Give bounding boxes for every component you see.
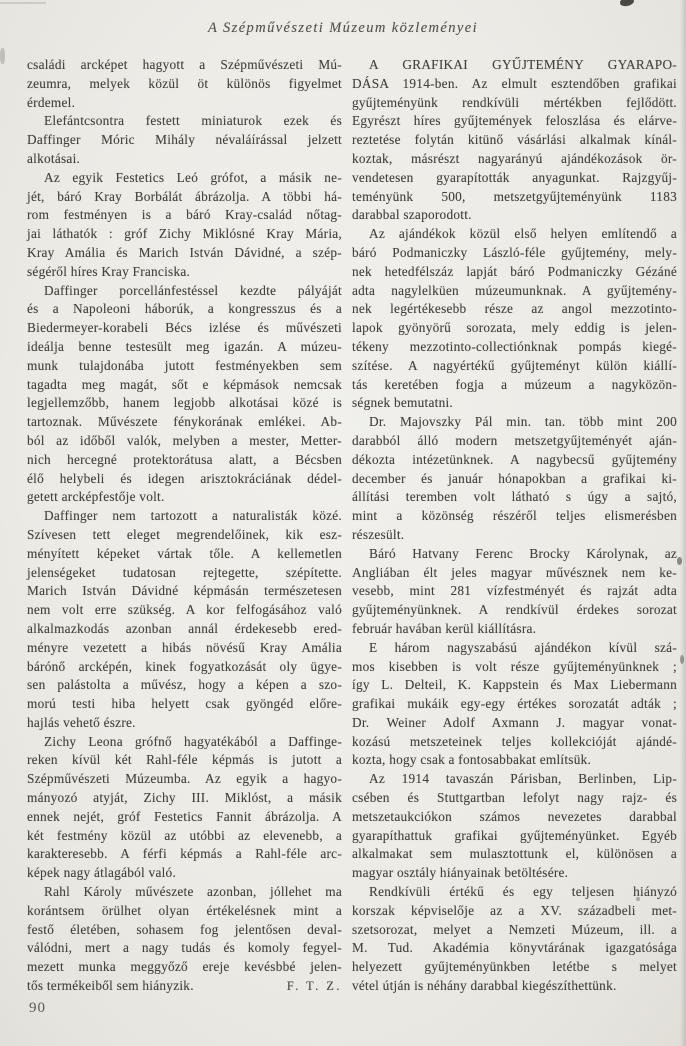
text-line: mint a közönség részéről teljes elismerésben <box>352 508 677 524</box>
text-line: festő életében, sohasem fog jelentősen deval- <box>27 921 342 937</box>
text-line: DÁSA 1914-ben. Az elmult esztendőben grafikai <box>352 75 677 91</box>
text-line: sen palástolta a művész, hogy a képen a szo- <box>27 677 342 693</box>
text-line: Szívesen tett eleget megrendelőinek, kik esz- <box>27 526 342 542</box>
text-line: ményített képeket vártak tőle. A kellemetlen <box>27 545 342 561</box>
text-line: tás keretében fogja a múzeum a nagyközön- <box>352 376 677 392</box>
text-line: részesült. <box>352 526 405 542</box>
text-line: Rendkívüli értékű és egy teljesen hiányzó <box>369 884 677 900</box>
text-line: kozású metszeteinek teljes kollekcióját ajándé- <box>352 733 677 749</box>
text-line: tagadta meg magát, sőt e képmások nemcsak <box>27 376 342 392</box>
text-line: Kray Amália és Marich István Dávidné, a szép- <box>27 244 342 260</box>
text-line: Elefántcsontra festett miniaturok ezek és <box>44 113 342 129</box>
text-line: munk tulajdonába jutott festményekben sem <box>27 357 342 373</box>
text-line: A GRAFIKAI GYŰJTEMÉNY GYARAPO- <box>369 57 677 72</box>
author-initials: F. T. Z. <box>286 979 342 994</box>
text-line: Angliában élt jeles magyar művésznek nem ke- <box>352 564 677 580</box>
text-line: Daffinger porcellánfestéssel kezdte pályáját <box>44 282 342 298</box>
text-line: teményünk 500, metszetgyűjteményünk 1183 <box>352 188 677 204</box>
text-line: állítási teremben volt látható s úgy a sajtó, <box>352 489 677 505</box>
text-line: ségéről híres Kray Franciska. <box>27 263 191 279</box>
text-line: nek legértékesebb része az angol mezzotinto- <box>352 301 677 317</box>
text-line: február havában kerül kiállításra. <box>352 620 537 636</box>
text-line: csében és Stuttgartban lefolyt nagy rajz- és <box>352 790 677 806</box>
text-line: bárónő arcképén, kinek fogyatkozását oly ügye- <box>27 658 342 674</box>
text-line: Daffinger nem tartozott a naturalisták közé. <box>44 508 342 524</box>
text-line: gyűjteményünk rendkívüli mértékben fejlődött. <box>352 94 677 110</box>
text-line: zeumra, melyek közül öt különös figyelmet <box>27 75 342 91</box>
text-line: koztak, másrészt nagyarányú ajándékozások ör- <box>352 150 677 166</box>
text-line: gyűjteményünknek. A rendkívül érdekes sorozat <box>352 602 677 618</box>
text-line: korszak képviselője az a XV. századbeli met- <box>352 902 677 918</box>
text-line: Az 1914 tavaszán Párisban, Berlinben, Lip- <box>369 771 677 787</box>
scan-speck-artifact <box>677 557 682 565</box>
text-line: reken kívül két Rahl-féle képmás is jutott a <box>27 752 342 768</box>
running-head: A Szépművészeti Múzeum közleményei <box>208 20 478 36</box>
text-line: karakteresebb. A férfi képmás a Rahl-féle arc- <box>27 846 342 862</box>
text-line: legjellemzőbb, hanem legjobb alkotásai közé is <box>27 395 342 411</box>
text-column-left <box>27 56 342 996</box>
text-line: Rahl Károly művészete azonban, jóllehet ma <box>44 884 342 900</box>
text-column-right <box>352 56 677 996</box>
text-line: ból az időből valók, melyben a mester, Metter- <box>27 432 342 448</box>
text-line: Biedermeyer-korabeli Bécs izlése és művészeti <box>27 320 342 336</box>
text-line: alkotásai. <box>27 150 81 166</box>
text-line: Az ajándékok közül első helyen említendő a <box>369 226 677 242</box>
text-line: morú testi hiba helyett csak gyöngéd előre- <box>27 696 342 712</box>
text-line: jelenségeket tudatosan rejtegette, szépítette. <box>27 564 342 580</box>
text-line: hajlás vehető észre. <box>27 714 136 730</box>
text-line: nek hetedfélszáz lapját báró Podmaniczky Gézáné <box>352 263 677 279</box>
text-line: báró Podmaniczky László-féle gyűjtemény, mely- <box>352 244 677 260</box>
text-line: korántsem örülhet olyan értékelésnek mint a <box>27 902 342 918</box>
text-line: mányozó atyját, Zichy III. Miklóst, a másik <box>27 790 342 806</box>
text-line: válódni, mert a nagy tudás és komoly fegyel- <box>27 940 342 956</box>
text-line: ideálja benne testesült meg igazán. A múzeu- <box>27 338 342 354</box>
text-line: szítése. A nagyértékű gyűjteményt külön kiállí- <box>352 357 677 373</box>
text-line: reztetése folytán kitünő vásárlási alkalmak kínál- <box>352 132 677 148</box>
page-number: 90 <box>29 1000 46 1016</box>
text-line: ennek nejét, gróf Festetics Fannit ábrázolja. A <box>27 808 342 824</box>
text-line: darabbal szaporodott. <box>352 207 472 223</box>
text-line: és a Napoleoni háborúk, a kongresszus és a <box>27 301 342 317</box>
text-line: alkalmazkodás azonban annál érdekesebb ered- <box>27 620 342 636</box>
text-line: vétel útján is néhány darabbal kiegészíthettünk. <box>352 978 617 994</box>
text-line: getett arcképfestője volt. <box>27 489 165 505</box>
text-line: vendetesen gyarapították anyagunkat. Rajzgyűj- <box>352 169 677 185</box>
text-line: tékeny mezzotinto-collectiónknak pompás kiegé- <box>352 338 677 354</box>
text-line: jai láthatók : gróf Zichy Miklósné Kray Mária, <box>27 226 342 242</box>
text-line: gyarapíthattuk grafikai gyűjteményünket. Egyéb <box>352 827 677 843</box>
text-line: családi arcképet hagyott a Szépművészeti Mú- <box>27 57 342 72</box>
text-line: Az egyik Festetics Leó grófot, a másik ne- <box>44 169 342 185</box>
text-line: metszetaukciókon számos nevezetes darabbal <box>352 808 677 824</box>
text-line: érdemel. <box>27 94 76 110</box>
text-line: képek nagy átlagából való. <box>27 865 177 881</box>
text-line: tartoznak. Művészete fénykorának emlékei. Ab- <box>27 414 342 430</box>
text-line: adta nagylelküen múzeumunknak. A gyűjtemény- <box>352 282 677 298</box>
text-line: mos kisebben is volt része gyűjteményünknek ; <box>352 658 677 674</box>
text-line: darabból álló modern metszetgyűjteményét aján- <box>352 432 677 448</box>
text-line: így L. Delteil, K. Kappstein és Max Liebermann <box>352 677 677 693</box>
text-line: helyezett gyűjteményünkben letétbe s melyet <box>352 959 677 975</box>
text-line: ményre vezetett a hibás növésű Kray Amália <box>27 639 342 655</box>
text-line: Szépművészeti Múzeumba. Az egyik a hagyo- <box>27 771 342 787</box>
text-line: ségnek bemutatni. <box>352 395 453 411</box>
text-line: december és január hónapokban a grafikai ki- <box>352 470 677 486</box>
text-line: M. Tud. Akadémia könyvtárának igazgatósága <box>352 940 677 956</box>
text-line: rom festményen is a báró Kray-család nőtag- <box>27 207 342 223</box>
ink-blot-artifact <box>620 0 635 7</box>
text-line: élő helybeli és idegen arisztokráciának dédel- <box>27 470 342 486</box>
text-line: Dr. Weiner Adolf Axmann J. magyar vonat- <box>352 714 677 730</box>
text-line: Báró Hatvany Ferenc Brocky Károlynak, az <box>369 545 677 561</box>
text-line: dékozta intézetünknek. A nagybecsű gyűjtemény <box>352 451 677 467</box>
text-line: E három nagyszabású ajándékon kívül szá- <box>369 639 677 655</box>
text-line: nem volt erre szükség. A kor felfogásához való <box>27 602 342 618</box>
text-line: Egyrészt híres gyűjtemények feloszlása és elárve- <box>352 113 677 129</box>
text-line: mezett munka meggyőző ereje kevésbbé jelen- <box>27 959 342 975</box>
text-line: jét, báró Kray Borbálát ábrázolja. A többi há- <box>27 188 342 204</box>
scan-hairline-artifact <box>0 2 46 4</box>
text-line: F. T. Z. tős termékeiből sem hiányzik. <box>27 977 342 996</box>
scan-speck-artifact <box>680 655 684 664</box>
text-line: Marich István Dávidné képmásán természetesen <box>27 583 342 599</box>
text-line: Daffinger Móric Mihály névaláírással jelzett <box>27 132 342 148</box>
text-line: magyar osztály hiányainak betöltésére. <box>352 865 569 881</box>
text-line: szetsorozat, melyet a Nemzeti Múzeum, ill. a <box>352 921 677 937</box>
text-line: Dr. Majovszky Pál min. tan. több mint 200 <box>369 414 677 430</box>
text-line: lapok gyönyörű sorozata, mely eddig is jelen- <box>352 320 677 336</box>
text-line: vesebb, mint 281 vízfestményét és rajzát adta <box>352 583 677 599</box>
text-line: nich hercegné protektorátusa alatt, a Bécsben <box>27 451 342 467</box>
text-line: alkalmakat sem mulasztottunk el, különösen a <box>352 846 677 862</box>
text-line: kozta, hogy csak a fontosabbakat említsük. <box>352 752 592 768</box>
text-line: grafikai mukáik egy-egy értékes sorozatát adták ; <box>352 696 677 712</box>
text-line: két festmény közül az utóbbi az elevenebb, a <box>27 827 342 843</box>
text-line: Zichy Leona grófnő hagyatékából a Daffinge- <box>44 733 342 749</box>
scan-smudge-artifact <box>0 48 5 64</box>
